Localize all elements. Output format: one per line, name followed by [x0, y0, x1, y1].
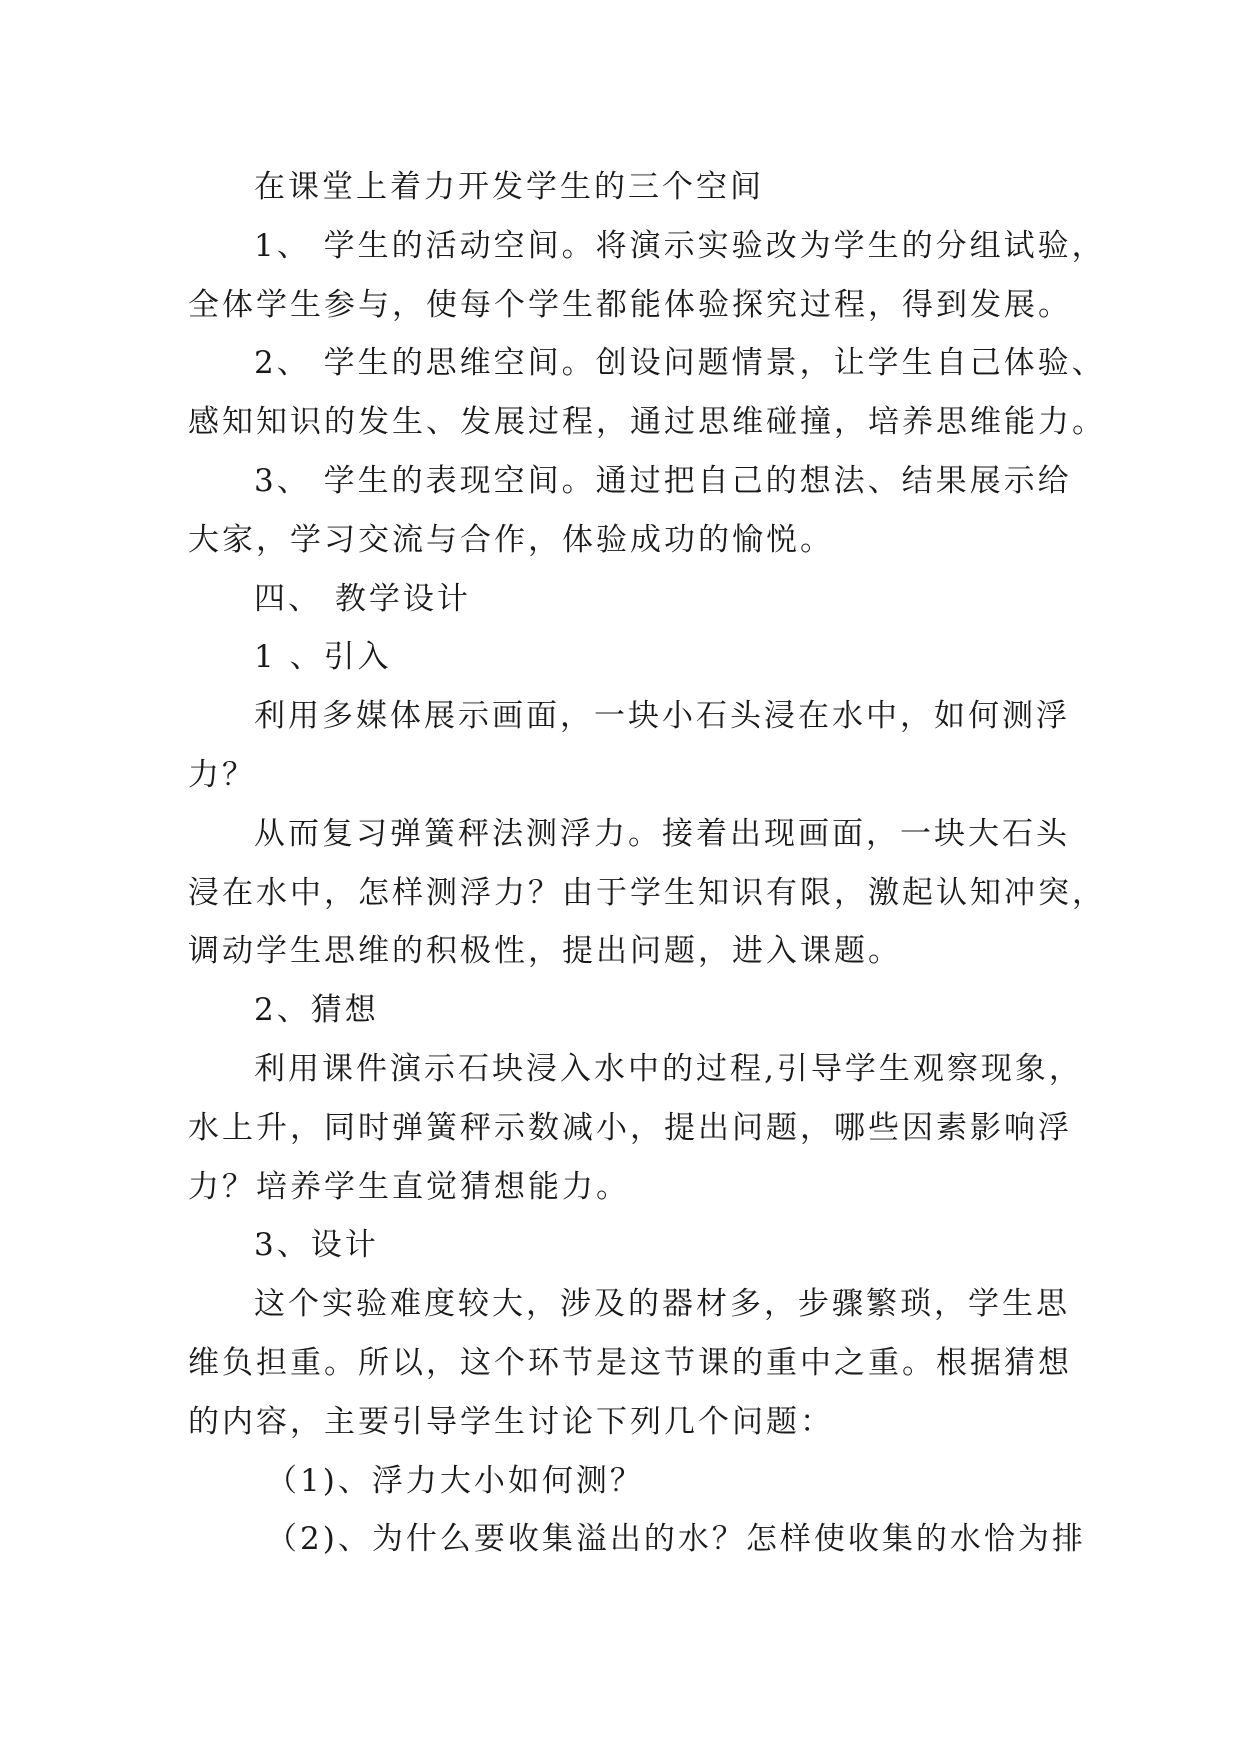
paragraph-heading: 在课堂上着力开发学生的三个空间	[254, 169, 764, 205]
section-heading: 四、 教学设计	[254, 580, 471, 617]
paragraph-line: 大家，学习交流与合作，体验成功的愉悦。	[188, 521, 834, 558]
paragraph-line: 全体学生参与，使每个学生都能体验探究过程，得到发展。	[188, 286, 1072, 323]
paragraph-line: 水上升，同时弹簧秤示数减小，提出问题，哪些因素影响浮	[188, 1109, 1072, 1146]
paragraph-line: 从而复习弹簧秤法测浮力。接着出现画面，一块大石头	[254, 815, 1070, 852]
paragraph-line: 力？培养学生直觉猜想能力。	[188, 1168, 630, 1205]
document-body	[188, 158, 1106, 1569]
paragraph-line: 3、 学生的表现空间。通过把自己的想法、结果展示给	[254, 462, 1072, 499]
paragraph-line: 利用多媒体展示画面，一块小石头浸在水中，如何测浮	[254, 698, 1070, 735]
paragraph-line: 浸在水中，怎样测浮力？由于学生知识有限，激起认知冲突，	[188, 874, 1106, 911]
paragraph-line: 这个实验难度较大，涉及的器材多，步骤繁琐，学生思	[254, 1286, 1070, 1323]
subsection-heading: 1 、引入	[254, 639, 392, 676]
paragraph-line: 维负担重。所以，这个环节是这节课的重中之重。根据猜想	[188, 1344, 1072, 1381]
paragraph-line: 调动学生思维的积极性，提出问题，进入课题。	[188, 933, 902, 970]
subsection-heading: 3、设计	[254, 1227, 379, 1264]
paragraph-line: 力？	[188, 756, 256, 793]
paragraph-line: 1、 学生的活动空间。将演示实验改为学生的分组试验，	[254, 227, 1106, 264]
subsection-heading: 2、猜想	[254, 992, 379, 1029]
paragraph-line: 利用课件演示石块浸入水中的过程,引导学生观察现象，	[254, 1050, 1083, 1087]
paragraph-line: 的内容，主要引导学生讨论下列几个问题：	[188, 1403, 834, 1440]
list-item: （2)、为什么要收集溢出的水？怎样使收集的水恰为排	[266, 1521, 1086, 1558]
paragraph-line: 感知知识的发生、发展过程，通过思维碰撞，培养思维能力。	[188, 404, 1106, 441]
list-item: （1)、浮力大小如何测？	[266, 1462, 644, 1499]
paragraph-line: 2、 学生的思维空间。创设问题情景，让学生自己体验、	[254, 345, 1106, 382]
